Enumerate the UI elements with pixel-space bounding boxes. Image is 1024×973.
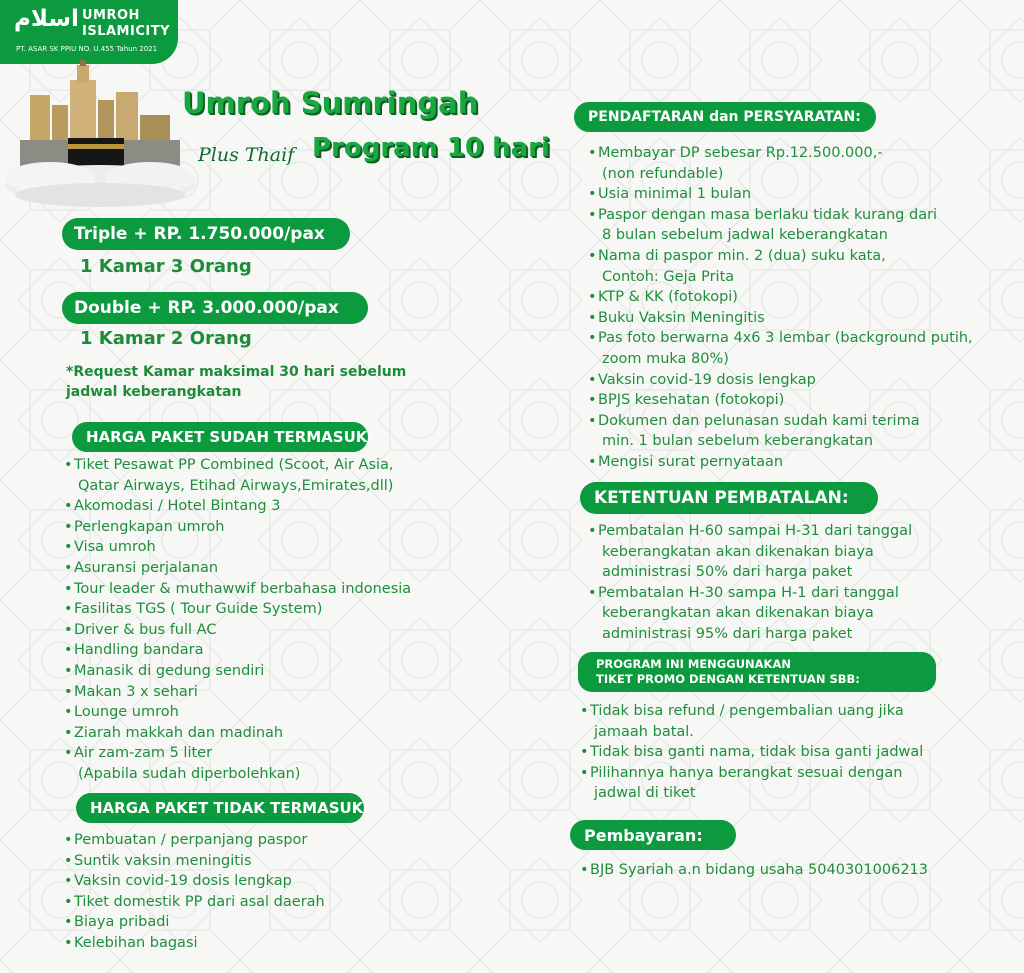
bullet-icon: • bbox=[64, 539, 73, 556]
promo-heading-line: TIKET PROMO DENGAN KETENTUAN SBB: bbox=[596, 672, 860, 686]
room-triple: 1 Kamar 3 Orang bbox=[80, 256, 252, 277]
cancellation-heading: KETENTUAN PEMBATALAN: bbox=[580, 482, 878, 514]
list-item-text: Tour leader & muthawwif berbahasa indonesia bbox=[74, 580, 412, 597]
included-list bbox=[64, 455, 484, 785]
room-double: 1 Kamar 2 Orang bbox=[80, 328, 252, 349]
bullet-icon: • bbox=[64, 852, 73, 869]
list-item bbox=[64, 517, 484, 538]
list-item bbox=[588, 246, 1008, 287]
list-item-text: administrasi 95% dari harga paket bbox=[602, 625, 853, 642]
list-item-text: Pembuatan / perpanjang paspor bbox=[74, 832, 308, 848]
request-note bbox=[66, 362, 406, 402]
list-item-text: Qatar Airways, Etihad Airways,Emirates,dll) bbox=[78, 477, 394, 494]
list-item bbox=[580, 860, 1010, 881]
bullet-icon: • bbox=[64, 832, 73, 848]
list-item-text: Driver & bus full AC bbox=[74, 621, 217, 638]
list-item bbox=[64, 743, 484, 784]
excluded-list bbox=[64, 830, 484, 954]
bullet-icon: • bbox=[64, 683, 73, 700]
list-item-text: Manasik di gedung sendiri bbox=[74, 662, 265, 679]
bullet-icon: • bbox=[588, 453, 597, 470]
list-item-text: Handling bandara bbox=[74, 642, 204, 659]
bullet-icon: • bbox=[588, 523, 597, 539]
list-item bbox=[64, 496, 484, 517]
list-item bbox=[588, 370, 1008, 391]
promo-heading bbox=[578, 652, 936, 692]
list-item-text: BPJS kesehatan (fotokopi) bbox=[598, 392, 785, 409]
bullet-icon: • bbox=[580, 744, 589, 761]
list-item bbox=[64, 620, 484, 641]
payment-list bbox=[580, 860, 1010, 881]
list-item bbox=[588, 583, 1008, 645]
list-item bbox=[64, 851, 484, 872]
list-item bbox=[64, 640, 484, 661]
list-item-text: Kelebihan bagasi bbox=[74, 934, 198, 951]
bullet-icon: • bbox=[64, 724, 73, 741]
bullet-icon: • bbox=[64, 457, 73, 473]
list-item bbox=[588, 328, 1008, 369]
bullet-icon: • bbox=[588, 392, 597, 409]
bullet-icon: • bbox=[588, 289, 597, 306]
list-item bbox=[64, 723, 484, 744]
list-item-text: Tiket domestik PP dari asal daerah bbox=[74, 893, 325, 910]
logo-brand-line1: UMROH bbox=[82, 8, 140, 23]
bullet-icon: • bbox=[588, 206, 597, 223]
registration-list bbox=[588, 143, 1008, 473]
bullet-icon: • bbox=[64, 914, 73, 931]
list-item-text: Nama di paspor min. 2 (dua) suku kata, bbox=[598, 247, 886, 264]
list-item-text: Biaya pribadi bbox=[74, 914, 170, 931]
bullet-icon: • bbox=[580, 764, 589, 781]
page-title: Umroh Sumringah bbox=[182, 86, 479, 120]
price-double: Double + RP. 3.000.000/pax bbox=[62, 292, 368, 324]
list-item-text: Usia minimal 1 bulan bbox=[598, 186, 752, 203]
promo-list bbox=[580, 701, 1010, 804]
mecca-kaaba-illustration bbox=[0, 60, 200, 210]
included-heading: HARGA PAKET SUDAH TERMASUK: bbox=[72, 422, 368, 452]
list-item-text: Membayar DP sebesar Rp.12.500.000,- bbox=[598, 145, 883, 161]
list-item bbox=[64, 599, 484, 620]
list-item bbox=[64, 892, 484, 913]
list-item bbox=[588, 411, 1008, 452]
list-item bbox=[588, 184, 1008, 205]
list-item-text: (Apabila sudah diperbolehkan) bbox=[78, 765, 301, 782]
list-item bbox=[588, 205, 1008, 246]
request-note-line: *Request Kamar maksimal 30 hari sebelum bbox=[66, 364, 407, 380]
brand-logo bbox=[0, 0, 178, 64]
list-item-text: Vaksin covid-19 dosis lengkap bbox=[74, 873, 292, 890]
list-item bbox=[64, 558, 484, 579]
bullet-icon: • bbox=[64, 621, 73, 638]
excluded-heading: HARGA PAKET TIDAK TERMASUK: bbox=[76, 793, 364, 823]
list-item bbox=[64, 830, 484, 851]
promo-heading-line: PROGRAM INI MENGGUNAKAN bbox=[596, 657, 791, 671]
list-item bbox=[580, 763, 1010, 804]
list-item-text: Visa umroh bbox=[74, 539, 156, 556]
bullet-icon: • bbox=[588, 330, 597, 347]
list-item-text: Tidak bisa refund / pengembalian uang jika bbox=[590, 703, 904, 719]
list-item bbox=[588, 287, 1008, 308]
bullet-icon: • bbox=[64, 704, 73, 721]
bullet-icon: • bbox=[588, 371, 597, 388]
bullet-icon: • bbox=[588, 186, 597, 203]
bullet-icon: • bbox=[64, 745, 73, 762]
list-item-text: Mengisi surat pernyataan bbox=[598, 453, 784, 470]
title-plus-thaif: Plus Thaif bbox=[198, 144, 295, 166]
list-item-text: 8 bulan sebelum jadwal keberangkatan bbox=[602, 227, 888, 244]
bullet-icon: • bbox=[588, 145, 597, 161]
list-item-text: keberangkatan akan dikenakan biaya bbox=[602, 543, 874, 560]
list-item-text: Makan 3 x sehari bbox=[74, 683, 198, 700]
list-item-text: Tiket Pesawat PP Combined (Scoot, Air Asia, bbox=[74, 457, 394, 473]
list-item bbox=[64, 933, 484, 954]
list-item bbox=[64, 912, 484, 933]
list-item-text: Pilihannya hanya berangkat sesuai dengan bbox=[590, 764, 903, 781]
list-item-text: Air zam-zam 5 liter bbox=[74, 745, 213, 762]
list-item bbox=[64, 682, 484, 703]
list-item-text: Akomodasi / Hotel Bintang 3 bbox=[74, 498, 281, 515]
list-item-text: Dokumen dan pelunasan sudah kami terima bbox=[598, 412, 920, 429]
logo-arabic-mark: اسلام bbox=[14, 6, 79, 32]
list-item-text: Fasilitas TGS ( Tour Guide System) bbox=[74, 601, 323, 618]
bullet-icon: • bbox=[64, 662, 73, 679]
list-item bbox=[64, 661, 484, 682]
list-item bbox=[588, 308, 1008, 329]
logo-license: PT. ASAR SK PPIU NO. U.455 Tahun 2021 bbox=[16, 45, 158, 53]
list-item-text: BJB Syariah a.n bidang usaha 5040301006213 bbox=[590, 862, 928, 878]
list-item-text: Buku Vaksin Meningitis bbox=[598, 309, 765, 326]
list-item bbox=[64, 537, 484, 558]
list-item-text: Suntik vaksin meningitis bbox=[74, 852, 252, 869]
list-item-text: Ziarah makkah dan madinah bbox=[74, 724, 284, 741]
logo-brand-line2: ISLAMICITY bbox=[82, 24, 170, 39]
list-item-text: Asuransi perjalanan bbox=[74, 559, 219, 576]
list-item-text: administrasi 50% dari harga paket bbox=[602, 564, 853, 581]
cancellation-list bbox=[588, 521, 1008, 645]
price-triple: Triple + RP. 1.750.000/pax bbox=[62, 218, 350, 250]
list-item bbox=[64, 702, 484, 723]
list-item-text: Pembatalan H-60 sampai H-31 dari tanggal bbox=[598, 523, 913, 539]
request-note-line: jadwal keberangkatan bbox=[66, 384, 242, 400]
list-item bbox=[588, 390, 1008, 411]
list-item-text: zoom muka 80%) bbox=[602, 350, 729, 367]
list-item-text: KTP & KK (fotokopi) bbox=[598, 289, 738, 306]
list-item-text: keberangkatan akan dikenakan biaya bbox=[602, 605, 874, 622]
bullet-icon: • bbox=[64, 518, 73, 535]
list-item bbox=[64, 871, 484, 892]
list-item bbox=[64, 455, 484, 496]
bullet-icon: • bbox=[588, 247, 597, 264]
bullet-icon: • bbox=[64, 559, 73, 576]
list-item-text: Perlengkapan umroh bbox=[74, 518, 225, 535]
list-item-text: (non refundable) bbox=[602, 165, 724, 182]
bullet-icon: • bbox=[64, 601, 73, 618]
bullet-icon: • bbox=[64, 580, 73, 597]
list-item-text: Vaksin covid-19 dosis lengkap bbox=[598, 371, 816, 388]
bullet-icon: • bbox=[64, 873, 73, 890]
list-item bbox=[64, 579, 484, 600]
payment-heading: Pembayaran: bbox=[570, 820, 736, 850]
list-item-text: jamaah batal. bbox=[594, 723, 694, 740]
bullet-icon: • bbox=[580, 862, 589, 878]
list-item-text: jadwal di tiket bbox=[594, 785, 696, 802]
list-item-text: min. 1 bulan sebelum keberangkatan bbox=[602, 433, 874, 450]
list-item-text: Pas foto berwarna 4x6 3 lembar (background putih, bbox=[598, 330, 973, 347]
list-item bbox=[580, 701, 1010, 742]
registration-heading: PENDAFTARAN dan PERSYARATAN: bbox=[574, 102, 876, 132]
list-item bbox=[588, 452, 1008, 473]
title-program: Program 10 hari bbox=[312, 133, 550, 163]
bullet-icon: • bbox=[64, 498, 73, 515]
list-item bbox=[588, 521, 1008, 583]
list-item bbox=[588, 143, 1008, 184]
list-item-text: Paspor dengan masa berlaku tidak kurang dari bbox=[598, 206, 938, 223]
bullet-icon: • bbox=[64, 893, 73, 910]
bullet-icon: • bbox=[64, 934, 73, 951]
bullet-icon: • bbox=[580, 703, 589, 719]
bullet-icon: • bbox=[588, 309, 597, 326]
list-item bbox=[580, 742, 1010, 763]
bullet-icon: • bbox=[588, 412, 597, 429]
list-item-text: Pembatalan H-30 sampa H-1 dari tanggal bbox=[598, 584, 899, 601]
bullet-icon: • bbox=[64, 642, 73, 659]
list-item-text: Contoh: Geja Prita bbox=[602, 268, 735, 285]
bullet-icon: • bbox=[588, 584, 597, 601]
list-item-text: Tidak bisa ganti nama, tidak bisa ganti jadwal bbox=[590, 744, 924, 761]
list-item-text: Lounge umroh bbox=[74, 704, 179, 721]
